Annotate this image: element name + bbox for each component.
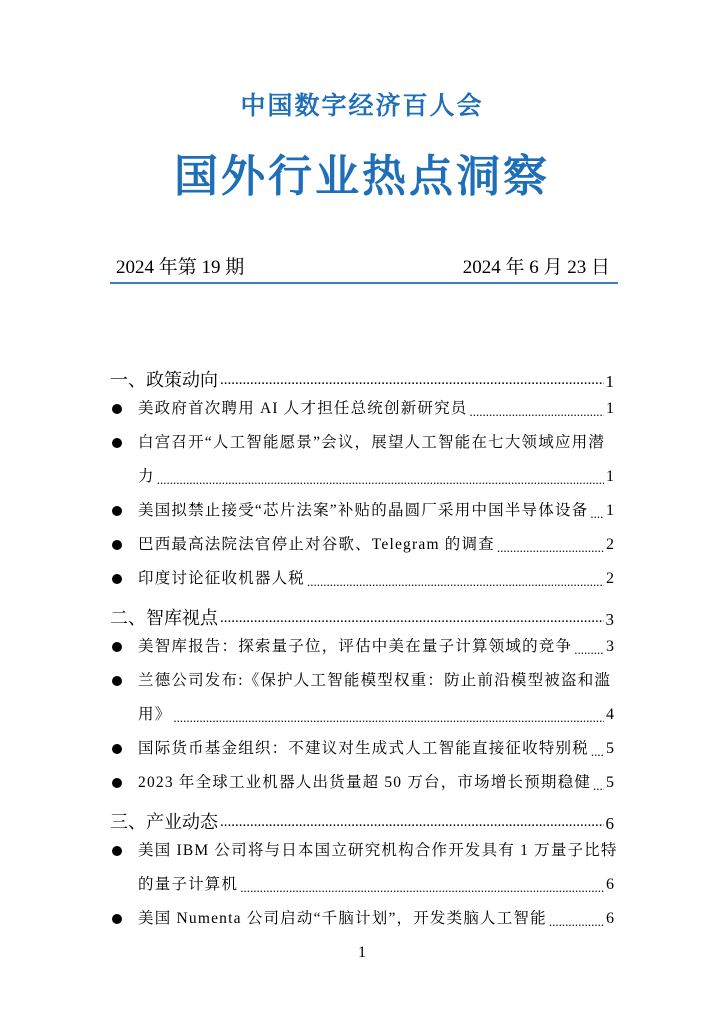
bullet-icon bbox=[112, 642, 122, 652]
toc-section-title: 一、政策动向 bbox=[110, 370, 218, 391]
toc-section[interactable] bbox=[110, 800, 614, 834]
toc-entry-page: 1 bbox=[606, 468, 614, 485]
dot-leader bbox=[470, 405, 604, 426]
toc-entry-page: 5 bbox=[606, 740, 614, 757]
bullet-icon bbox=[112, 744, 122, 754]
dot-leader bbox=[220, 815, 604, 834]
toc-entry[interactable] bbox=[110, 426, 614, 494]
toc-entry-page: 1 bbox=[606, 502, 614, 519]
dot-leader bbox=[593, 779, 604, 800]
bullet-icon bbox=[112, 846, 122, 856]
organization-name: 中国数字经济百人会 bbox=[240, 91, 484, 120]
toc-entry-text: 力 bbox=[138, 468, 155, 485]
toc-entry-text: 美国拟禁止接受“芯片法案”补贴的晶圆厂采用中国半导体设备 bbox=[138, 502, 589, 519]
toc-entry[interactable] bbox=[110, 494, 614, 528]
dot-leader bbox=[173, 711, 604, 732]
dot-leader bbox=[497, 541, 604, 562]
toc-entry-text: 的量子计算机 bbox=[138, 876, 239, 893]
toc-entry[interactable] bbox=[110, 562, 614, 596]
dot-leader bbox=[574, 643, 604, 664]
bullet-icon bbox=[112, 506, 122, 516]
toc-entry[interactable] bbox=[110, 664, 614, 732]
toc-entry-page: 1 bbox=[606, 400, 614, 417]
toc-entry[interactable] bbox=[110, 528, 614, 562]
toc-section-page: 3 bbox=[605, 610, 614, 629]
toc-entry-text: 美智库报告：探索量子位，评估中美在量子计算领域的竞争 bbox=[138, 638, 573, 655]
toc-section[interactable] bbox=[110, 596, 614, 630]
dot-leader bbox=[157, 473, 604, 494]
toc-entry[interactable] bbox=[110, 732, 614, 766]
toc-entry[interactable] bbox=[110, 902, 614, 936]
toc-entry-text: 兰德公司发布:《保护人工智能模型权重：防止前沿模型被盗和滥 bbox=[138, 672, 612, 689]
toc-section-page: 1 bbox=[605, 372, 614, 391]
dot-leader bbox=[549, 915, 604, 936]
issue-number: 2024 年第 19 期 bbox=[116, 257, 245, 278]
toc-section-page: 6 bbox=[605, 814, 614, 833]
toc-entry-page: 6 bbox=[606, 910, 614, 927]
toc-entry[interactable] bbox=[110, 392, 614, 426]
table-of-contents bbox=[110, 358, 618, 936]
dot-leader bbox=[220, 611, 604, 630]
publication-title: 国外行业热点洞察 bbox=[174, 151, 550, 202]
toc-entry-text: 国际货币基金组织：不建议对生成式人工智能直接征收特别税 bbox=[138, 740, 589, 757]
toc-entry-page: 4 bbox=[606, 706, 614, 723]
bullet-icon bbox=[112, 574, 122, 584]
bullet-icon bbox=[112, 438, 122, 448]
toc-section[interactable] bbox=[110, 358, 614, 392]
toc-section-title: 三、产业动态 bbox=[110, 812, 218, 833]
toc-entry-text: 巴西最高法院法官停止对谷歌、Telegram 的调查 bbox=[138, 536, 495, 553]
toc-entry-text: 美国 IBM 公司将与日本国立研究机构合作开发具有 1 万量子比特 bbox=[138, 842, 618, 859]
toc-entry-text: 用》 bbox=[138, 706, 172, 723]
toc-section-title: 二、智库视点 bbox=[110, 608, 218, 629]
toc-entry-text: 白宫召开“人工智能愿景”会议，展望人工智能在七大领域应用潜 bbox=[138, 434, 606, 451]
dot-leader bbox=[307, 575, 604, 596]
issue-date: 2024 年 6 月 23 日 bbox=[462, 257, 610, 278]
toc-entry-text: 美政府首次聘用 AI 人才担任总统创新研究员 bbox=[138, 400, 468, 417]
dot-leader bbox=[590, 507, 604, 528]
page-number: 1 bbox=[358, 944, 366, 961]
toc-entry-page: 3 bbox=[606, 638, 614, 655]
bullet-icon bbox=[112, 778, 122, 788]
toc-entry[interactable] bbox=[110, 766, 614, 800]
toc-entry-page: 2 bbox=[606, 536, 614, 553]
toc-entry-page: 2 bbox=[606, 570, 614, 587]
bullet-icon bbox=[112, 914, 122, 924]
toc-entry[interactable] bbox=[110, 630, 614, 664]
toc-entry-page: 6 bbox=[606, 876, 614, 893]
issue-info-row bbox=[110, 252, 616, 279]
toc-entry[interactable] bbox=[110, 834, 618, 902]
header-divider bbox=[110, 282, 618, 284]
bullet-icon bbox=[112, 676, 122, 686]
dot-leader bbox=[220, 373, 604, 392]
dot-leader bbox=[591, 745, 604, 766]
toc-entry-text: 印度讨论征收机器人税 bbox=[138, 570, 306, 587]
toc-entry-page: 5 bbox=[606, 774, 614, 791]
bullet-icon bbox=[112, 404, 122, 414]
toc-entry-text: 美国 Numenta 公司启动“千脑计划”，开发类脑人工智能 bbox=[138, 910, 547, 927]
toc-entry-text: 2023 年全球工业机器人出货量超 50 万台，市场增长预期稳健 bbox=[138, 774, 592, 791]
dot-leader bbox=[240, 881, 604, 902]
bullet-icon bbox=[112, 540, 122, 550]
